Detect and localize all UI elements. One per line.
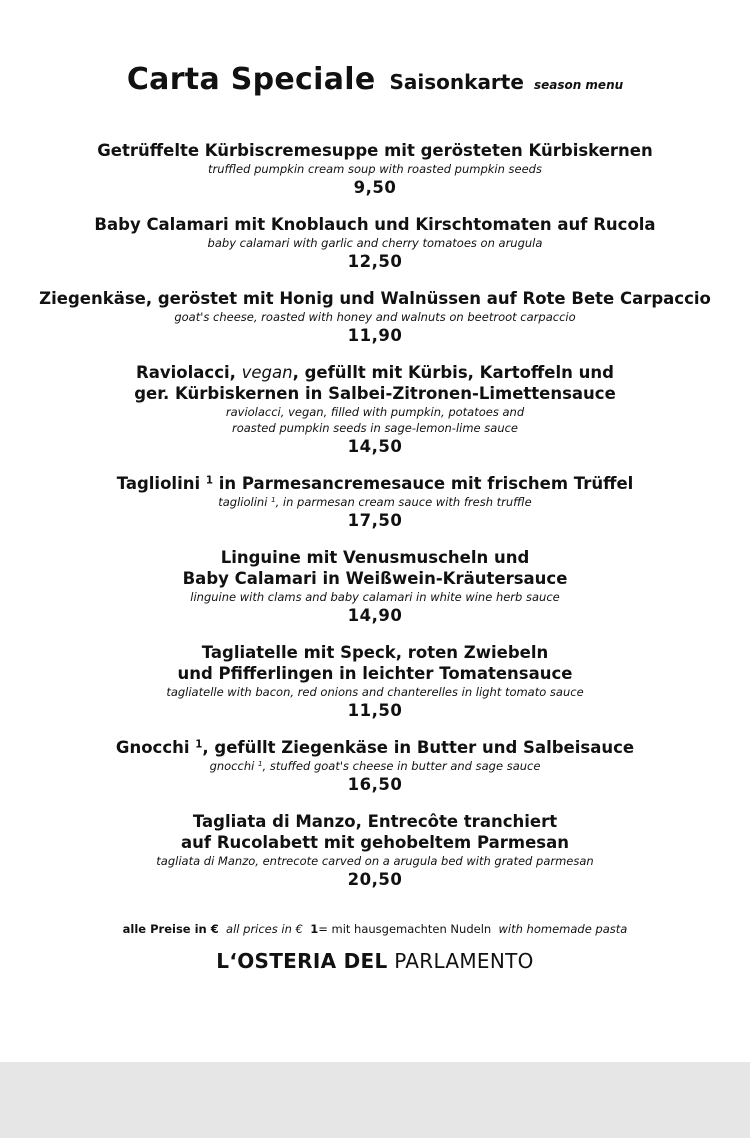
dish-description bbox=[0, 494, 750, 510]
dish-title-line2: ger. Kürbiskernen in Salbei-Zitronen-Limettensauce bbox=[134, 384, 616, 403]
restaurant-name-bold: L‘OSTERIA DEL bbox=[216, 949, 388, 973]
footnote-german: = mit hausgemachten Nudeln bbox=[318, 922, 492, 936]
dish-price: 17,50 bbox=[347, 511, 403, 530]
menu-subtitle-english: season menu bbox=[533, 78, 624, 92]
dish-title-part: , gefüllt Ziegenkäse in Butter und Salbeisauce bbox=[202, 738, 635, 757]
dish-title-line2: und Pfifferlingen in leichter Tomatensauce bbox=[177, 664, 573, 683]
dish-price: 20,50 bbox=[347, 870, 403, 889]
menu-item bbox=[0, 362, 750, 457]
menu-item bbox=[0, 811, 750, 890]
dish-title: Linguine mit Venusmuscheln und bbox=[220, 548, 530, 567]
dish-price: 11,90 bbox=[347, 326, 403, 345]
menu-item bbox=[0, 737, 750, 795]
dish-title: Baby Calamari mit Knoblauch und Kirschtomaten auf Rucola bbox=[94, 215, 656, 234]
menu-item bbox=[0, 547, 750, 626]
footnote-marker: 1 bbox=[271, 495, 276, 505]
dish-title-line2: Baby Calamari in Weißwein-Kräutersauce bbox=[182, 569, 568, 588]
price-footnote bbox=[0, 922, 750, 936]
dish-price: 14,50 bbox=[347, 437, 403, 456]
menu-item bbox=[0, 214, 750, 272]
restaurant-name-regular: PARLAMENTO bbox=[394, 949, 534, 973]
dish-description-part: , stuffed goat's cheese in butter and sage sauce bbox=[262, 759, 541, 773]
menu-header bbox=[0, 62, 750, 97]
dish-title bbox=[0, 362, 750, 383]
dish-price: 9,50 bbox=[353, 178, 397, 197]
dish-title: Getrüffelte Kürbiscremesuppe mit gerösteten Kürbiskernen bbox=[97, 141, 653, 160]
menu-title: Carta Speciale bbox=[126, 62, 376, 97]
dish-price: 11,50 bbox=[347, 701, 403, 720]
dish-title-part: Raviolacci, bbox=[136, 363, 242, 382]
prices-note-english: all prices in € bbox=[226, 922, 303, 936]
menu-item bbox=[0, 288, 750, 346]
dish-title-part: , gefüllt mit Kürbis, Kartoffeln und bbox=[292, 363, 614, 382]
dish-description: truffled pumpkin cream soup with roasted pumpkin seeds bbox=[208, 162, 542, 176]
prices-note-german: alle Preise in € bbox=[122, 922, 219, 936]
restaurant-name bbox=[0, 949, 750, 973]
dish-description-line2: roasted pumpkin seeds in sage-lemon-lime sauce bbox=[231, 421, 519, 435]
dish-title-part: Gnocchi bbox=[115, 738, 196, 757]
vegan-label: vegan bbox=[241, 363, 293, 382]
footnote-marker: 1 bbox=[257, 759, 263, 769]
dish-price: 12,50 bbox=[347, 252, 403, 271]
dish-description: goat's cheese, roasted with honey and walnuts on beetroot carpaccio bbox=[174, 310, 576, 324]
dish-title: Tagliata di Manzo, Entrecôte tranchiert bbox=[192, 812, 558, 831]
dish-description: baby calamari with garlic and cherry tomatoes on arugula bbox=[207, 236, 543, 250]
dish-title bbox=[0, 473, 750, 494]
dish-title bbox=[0, 737, 750, 758]
dish-description: raviolacci, vegan, filled with pumpkin, potatoes and bbox=[225, 405, 525, 419]
menu-item bbox=[0, 140, 750, 198]
dish-price: 14,90 bbox=[347, 606, 403, 625]
menu-item bbox=[0, 473, 750, 531]
menu-item-list bbox=[0, 140, 750, 890]
footnote-marker: 1 bbox=[310, 922, 319, 936]
footnote-marker: 1 bbox=[205, 475, 214, 487]
page-bottom-margin bbox=[0, 1062, 750, 1138]
dish-description: tagliatelle with bacon, red onions and chanterelles in light tomato sauce bbox=[166, 685, 584, 699]
footnote-marker: 1 bbox=[195, 739, 203, 751]
dish-title: Ziegenkäse, geröstet mit Honig und Walnüssen auf Rote Bete Carpaccio bbox=[39, 289, 711, 308]
dish-description-part: tagliolini bbox=[218, 495, 272, 509]
dish-title-part: Tagliolini bbox=[116, 474, 206, 493]
dish-description-part: , in parmesan cream sauce with fresh truffle bbox=[275, 495, 532, 509]
dish-description bbox=[0, 758, 750, 774]
menu-item bbox=[0, 642, 750, 721]
dish-description-part: gnocchi bbox=[209, 759, 258, 773]
dish-description: tagliata di Manzo, entrecote carved on a arugula bed with grated parmesan bbox=[156, 854, 594, 868]
dish-title-line2: auf Rucolabett mit gehobeltem Parmesan bbox=[181, 833, 569, 852]
menu-subtitle-german: Saisonkarte bbox=[389, 70, 524, 94]
dish-title: Tagliatelle mit Speck, roten Zwiebeln bbox=[201, 643, 549, 662]
dish-title-part: in Parmesancremesauce mit frischem Trüffel bbox=[213, 474, 634, 493]
footnote-english: with homemade pasta bbox=[498, 922, 628, 936]
dish-price: 16,50 bbox=[347, 775, 403, 794]
dish-description: linguine with clams and baby calamari in white wine herb sauce bbox=[190, 590, 560, 604]
